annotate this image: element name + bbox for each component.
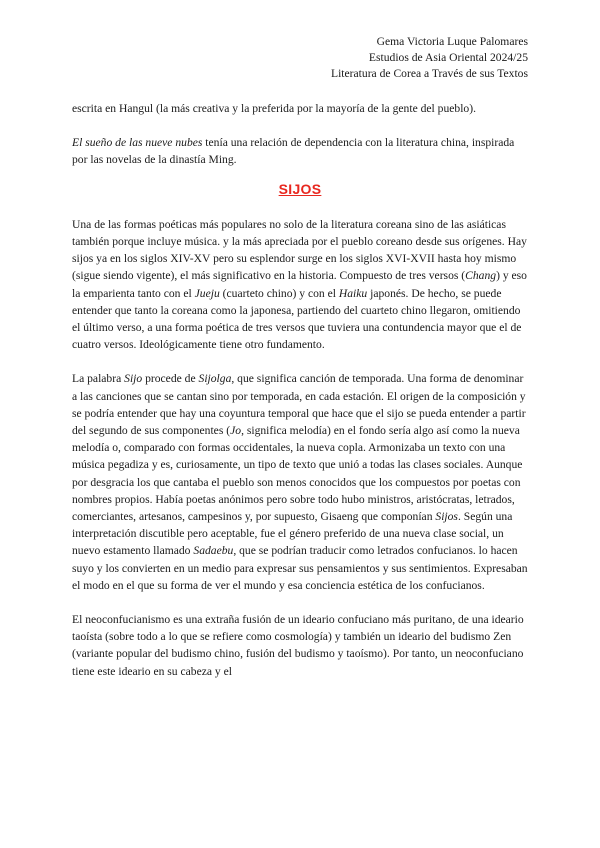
header-author: Gema Victoria Luque Palomares [376,35,528,48]
paragraph-neoconfucianismo: El neoconfucianismo es una extraña fusión de un ideario confuciano más puritano, de una ideario taoísta (sobre todo a lo que se refiere como cosmología) y también un ideario del budismo Zen (variante popular del budismo chino, fusión del budismo y taoísmo). Por tanto, un neoconfuciano tiene este ideario en su cabeza y el [72,613,524,678]
text-run: Una de las formas poéticas más populares no solo de la literatura coreana sino de las asiáticas también porque incluye música. y la más apreciada por el pueblo coreano desde sus orígenes. Hay sijos ya en los siglos XIV-XV pero su esplendor surge en los siglos XVI-XVII hasta hoy mismo (sigue siendo vigente), el más significativo en la historia. Compuesto de tres versos ( [72,217,527,283]
section-title: SIJOS [278,180,322,197]
text-run: La palabra [72,372,125,386]
paragraph-sijo-origin [72,370,528,594]
term-jueju: Jueju [194,286,220,300]
term-sadaebu: Sadaebu [193,544,234,558]
term-sijo: Sijo [124,372,143,386]
paragraph-nueve-nubes [72,134,528,168]
paragraph-hangul: escrita en Hangul (la más creativa y la preferida por la mayoría de la gente del pueblo). [72,102,476,115]
paragraph-sijos-intro [72,216,528,354]
header-subject: Literatura de Corea a Través de sus Textos [331,67,528,80]
text-run: , significa melodía) en el fondo sería algo así como la nueva melodía o, comparado con formas occidentales, la nueva copla. Armonizaba un texto con una música pegadiza y es, curiosamente, un tipo de texto que unió a todas las clases sociales. Aunque por desgracia los que cantaba el pueblo son menos conocidos que los compuestos por poetas con nombres propios. Había poetas anónimos pero sobre todo hubo ministros, aristócratas, letrados, comerciantes, artesanos, campesinos y, por supuesto, Gisaeng que componían [72,424,523,524]
text-run: , que significa canción de temporada. Una forma de denominar a las canciones que se cantan sino por temporada, en cada estación. El origen de la composición y se podría entender que hay una coyuntura temporal que hace que el sijo se pueda entender a partir del segundo de sus componentes ( [72,372,526,438]
term-sijos: Sijos [435,510,458,524]
document-body [72,100,528,680]
term-chang: Chang [465,269,497,283]
term-jo: Jo [230,424,242,438]
text-run: , que se podrían traducir como letrados confucianos. lo hacen suyo y los convierten en un medio para expresar sus pensamientos y sus sentimientos. Expresaban el modo en el que su forma de ver el mundo y esa conciencia estética de los confucianos. [72,544,528,592]
text-run: ) y eso la emparienta tanto con el [72,269,527,300]
section-heading [72,181,528,199]
term-sijolga: Sijolga [198,372,232,386]
page-header [331,34,528,82]
term-haiku: Haiku [338,286,368,300]
text-run: japonés. De hecho, se puede entender que tanto la coreana como la japonesa, partiendo del cuarteto chino llegaron, omitiendo el último verso, a una forma poética de tres versos que tuviera una contundencia mayor que el de cuatro versos. Ideológicamente tiene otro fundamento. [72,286,522,352]
text-run: procede de [142,372,199,386]
text-run: . Según una interpretación discutible pero aceptable, fue el género preferido de una nueva clase social, un nuevo estamento llamado [72,510,513,558]
book-title: El sueño de las nueve nubes [72,136,203,150]
header-course: Estudios de Asia Oriental 2024/25 [368,51,528,64]
text-run: (cuarteto chino) y con el [219,286,339,300]
paragraph-text: tenía una relación de dependencia con la literatura china, inspirada por las novelas de la dinastía Ming. [72,136,515,167]
